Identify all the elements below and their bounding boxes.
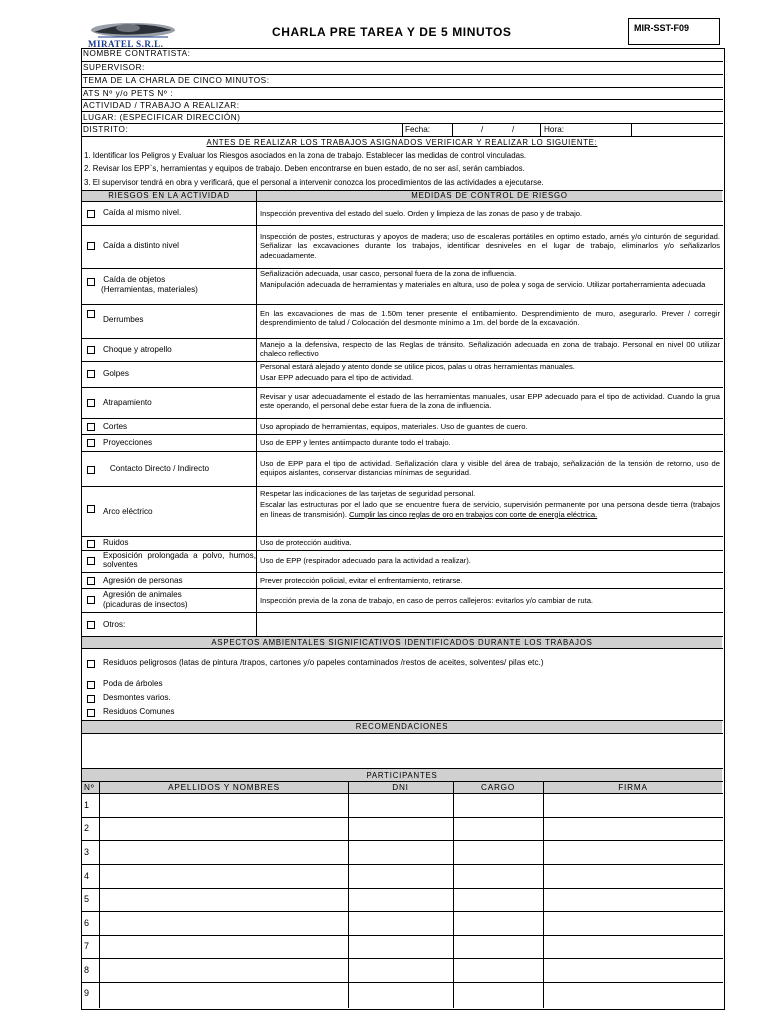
field-contratista[interactable] <box>81 48 723 60</box>
divider <box>631 124 632 136</box>
column-divider <box>543 781 544 1008</box>
environment-item: Residuos Comunes <box>103 707 175 716</box>
divider <box>81 911 723 912</box>
risk-checkbox[interactable] <box>87 278 95 286</box>
participant-number: 2 <box>84 823 90 833</box>
control-measure <box>260 489 720 519</box>
field-ats-label: ATS Nº y/o PETS Nº : <box>83 89 174 98</box>
control-text: Respetar las indicaciones de las tarjetas de seguridad personal. <box>260 489 476 498</box>
risk-label: Golpes <box>103 369 129 378</box>
divider <box>81 612 723 613</box>
document-title: CHARLA PRE TAREA Y DE 5 MINUTOS <box>272 25 512 39</box>
environment-checkbox[interactable] <box>87 660 95 668</box>
divider <box>402 124 403 136</box>
divider <box>81 636 723 637</box>
risk-checkbox[interactable] <box>87 557 95 565</box>
control-text: Uso de EPP (respirador adecuado para la actividad a realizar). <box>260 556 471 565</box>
control-measure <box>260 232 720 260</box>
control-text: Usar EPP adecuado para el tipo de actividad. <box>260 373 414 383</box>
instruction-item: 1. Identificar los Peligros y Evaluar los Riesgos asociados en la zona de trabajo. Establecer las medidas de control vinculadas. <box>84 151 527 160</box>
participant-number: 9 <box>84 988 90 998</box>
divider <box>81 486 723 487</box>
divider <box>81 958 723 959</box>
control-text: Uso de EPP y lentes antiimpacto durante todo el trabajo. <box>260 438 451 447</box>
risk-checkbox[interactable] <box>87 242 95 250</box>
divider <box>81 572 723 573</box>
control-measure <box>260 438 720 447</box>
column-divider <box>453 781 454 1008</box>
divider <box>81 338 723 339</box>
field-fecha-label: Fecha: <box>405 125 431 134</box>
divider <box>81 536 723 537</box>
risk-checkbox[interactable] <box>87 423 95 431</box>
risk-label: Exposición prolongada a polvo, humos, solventes <box>103 551 256 569</box>
divider <box>81 387 723 388</box>
company-name: MIRATEL S.R.L. <box>88 39 164 49</box>
risk-label: Arco eléctrico <box>103 507 153 516</box>
field-supervisor[interactable] <box>81 61 723 73</box>
participants-heading: PARTICIPANTES <box>366 771 438 780</box>
risk-checkbox[interactable] <box>87 399 95 407</box>
field-lugar-label: LUGAR: (ESPECIFICAR DIRECCIÓN) <box>83 113 241 122</box>
control-text: Personal estará alejado y atento donde se utilice picos, palas u otras herramientas manuales. <box>260 362 575 371</box>
field-hora-label: Hora: <box>544 125 565 134</box>
instruction-item: 2. Revisar los EPP`s, herramientas y equipos de trabajo. Deben encontrarse en buen estado, de no ser así, serán cambiados. <box>84 164 525 173</box>
risk-label: Derrumbes <box>103 315 144 324</box>
risk-label: Agresión de animales (picaduras de insectos) <box>103 590 188 609</box>
divider <box>81 451 723 452</box>
date-separator: / <box>481 125 484 134</box>
control-text: En las excavaciones de mas de 1.50m tener presente el entibamiento. Desprendimiento de muro, asegurarlo. Prever / corregir desprendimiento de talud / Colocación del desmonte mínimo a 1m. del borde de la excavación. <box>260 309 720 328</box>
environment-heading: ASPECTOS AMBIENTALES SIGNIFICATIVOS IDENTIFICADOS DURANTE LOS TRABAJOS <box>211 638 593 647</box>
control-measure <box>260 392 720 411</box>
document-code: MIR-SST-F09 <box>628 18 720 45</box>
divider <box>540 124 541 136</box>
control-text: Manejo a la defensiva, respecto de las Reglas de tránsito. Señalización adecuada en zona de trabajo. Personal en nivel 00 utilizar chaleco reflectivo <box>260 340 720 359</box>
environment-item: Desmontes varios. <box>103 693 171 702</box>
divider <box>81 648 723 649</box>
field-actividad-label: ACTIVIDAD / TRABAJO A REALIZAR: <box>83 101 240 110</box>
control-text: Uso de protección auditiva. <box>260 538 352 547</box>
control-text: Inspección previa de la zona de trabajo, en caso de perros callejeros: evitarlos y/o cambiar de ruta. <box>260 596 594 605</box>
col-numero: Nº <box>84 783 95 792</box>
risk-label: Caída de objetos (Herramientas, materiales) <box>101 275 198 294</box>
field-distrito-label: DISTRITO: <box>83 125 129 134</box>
instruction-item: 3. El supervisor tendrá en obra y verificará, que el personal a intervenir conozca los procedimientos de las actividades a ejecutarse. <box>84 178 544 187</box>
participant-number: 5 <box>84 894 90 904</box>
field-lugar[interactable] <box>81 111 723 123</box>
recommendations-heading: RECOMENDACIONES <box>355 722 449 731</box>
divider <box>81 304 723 305</box>
risk-checkbox[interactable] <box>87 346 95 354</box>
risk-checkbox[interactable] <box>87 310 95 318</box>
control-text: Prever protección policial, evitar el enfrentamiento, retirarse. <box>260 576 463 585</box>
control-measure <box>260 340 720 359</box>
environment-checkbox[interactable] <box>87 709 95 717</box>
col-cargo: CARGO <box>480 783 516 792</box>
control-text: Inspección preventiva del estado del suelo. Orden y limpieza de las zonas de paso y de trabajo. <box>260 209 583 218</box>
risk-label: Choque y atropello <box>103 345 172 354</box>
divider <box>452 124 453 136</box>
column-divider <box>348 781 349 1008</box>
control-text: Uso de EPP para el tipo de actividad. Señalización clara y visible del área de trabajo, señalización de la tensión de retorno, uso de equipos aislantes, conservar distancias mínimas de seguridad. <box>260 459 720 478</box>
divider <box>81 840 723 841</box>
participant-number: 8 <box>84 965 90 975</box>
risk-label: Otros: <box>103 620 126 629</box>
risk-label: Cortes <box>103 422 128 431</box>
field-tema-label: TEMA DE LA CHARLA DE CINCO MINUTOS: <box>83 76 270 85</box>
risk-checkbox[interactable] <box>87 439 95 447</box>
control-text: Señalización adecuada, usar casco, personal fuera de la zona de influencia. <box>260 269 517 278</box>
risk-label: Caída al mismo nivel. <box>103 208 182 217</box>
divider <box>81 935 723 936</box>
risk-checkbox[interactable] <box>87 596 95 604</box>
risk-checkbox[interactable] <box>87 370 95 378</box>
control-measure <box>260 269 720 290</box>
divider <box>81 888 723 889</box>
control-measure <box>260 576 720 585</box>
environment-item: Residuos peligrosos (latas de pintura /trapos, cartones y/o papeles contaminados /restos de aceites, solventes/ pilas etc.) <box>103 658 544 667</box>
col-firma: FIRMA <box>618 783 648 792</box>
participant-number: 3 <box>84 847 90 857</box>
control-measure <box>260 538 720 547</box>
field-distrito-row <box>81 123 723 135</box>
risk-checkbox[interactable] <box>87 505 95 513</box>
divider <box>81 720 723 721</box>
risk-label: Agresión de personas <box>103 576 183 585</box>
divider <box>81 768 723 769</box>
participant-number: 4 <box>84 871 90 881</box>
field-contratista-label: NOMBRE CONTRATISTA: <box>83 49 191 58</box>
control-text: Revisar y usar adecuadamente el estado de las herramientas manuales, usar EPP adecuado para el tipo de actividad. Cuando la grua este operando, el personal debe estar fuera de la zona de influencia. <box>260 392 720 411</box>
participant-number: 1 <box>84 800 90 810</box>
control-measure <box>260 422 720 431</box>
risk-label: Ruidos <box>103 538 129 547</box>
divider <box>81 434 723 435</box>
control-text: Uso apropiado de herramientas, equipos, materiales. Uso de guantes de cuero. <box>260 422 528 431</box>
risk-checkbox[interactable] <box>87 621 95 629</box>
participant-number: 7 <box>84 941 90 951</box>
date-separator: / <box>512 125 515 134</box>
control-measure <box>260 309 720 328</box>
control-text-underlined: Cumplir las cinco reglas de oro en trabajos con corte de energía eléctrica. <box>349 509 598 519</box>
divider <box>81 817 723 818</box>
column-divider <box>256 190 257 636</box>
risk-label: Atrapamiento <box>103 398 152 407</box>
recommendations-field[interactable] <box>82 734 722 768</box>
divider <box>81 588 723 589</box>
environment-item: Poda de árboles <box>103 679 163 688</box>
control-measure <box>260 556 720 565</box>
divider <box>81 781 723 782</box>
divider <box>81 225 723 226</box>
divider <box>81 793 723 794</box>
divider <box>81 418 723 419</box>
field-actividad[interactable] <box>81 99 723 111</box>
field-supervisor-label: SUPERVISOR: <box>83 63 145 72</box>
field-tema[interactable] <box>81 74 723 86</box>
environment-checkbox[interactable] <box>87 681 95 689</box>
col-medidas: MEDIDAS DE CONTROL DE RIESGO <box>411 191 568 200</box>
risk-label: Contacto Directo / Indirecto <box>103 464 210 473</box>
risk-label: Caída a distinto nivel <box>103 241 180 250</box>
col-dni: DNI <box>392 783 409 792</box>
control-text: Inspección de postes, estructuras y apoyos de madera; uso de escaleras portátiles en optimo estado, arnés y/o cinturón de seguridad. Señalizar las excavaciones durante los trabajos, identificar desniveles en el lugar de trabajo, eliminarlos y/o señalizarlos adecuadamente. <box>260 232 720 260</box>
control-measure <box>260 209 720 218</box>
risk-checkbox[interactable] <box>87 210 95 218</box>
control-measure <box>260 459 720 478</box>
divider <box>81 864 723 865</box>
col-apellidos-nombres: APELLIDOS Y NOMBRES <box>168 783 280 792</box>
field-ats[interactable] <box>81 87 723 99</box>
col-riesgos: RIESGOS EN LA ACTIVIDAD <box>108 191 230 200</box>
risk-label: Proyecciones <box>103 438 153 447</box>
instructions-heading: ANTES DE REALIZAR LOS TRABAJOS ASIGNADOS VERIFICAR Y REALIZAR LO SIGUIENTE: <box>206 138 598 147</box>
risk-checkbox[interactable] <box>87 466 95 474</box>
control-text: Escalar las estructuras por el lado que se encuentre fuera de servicio, supervisión permanente por una persona desde tierra (trabajos en líneas de transmisión). <box>260 500 720 519</box>
control-text: Manipulación adecuada de herramientas y materiales en altura, uso de polea y soga de servicio. Utilizar portaherramienta adecuada <box>260 280 706 290</box>
participant-number: 6 <box>84 918 90 928</box>
control-measure <box>260 596 720 605</box>
risk-checkbox[interactable] <box>87 540 95 548</box>
column-divider <box>99 781 100 1008</box>
risk-checkbox[interactable] <box>87 577 95 585</box>
divider <box>81 201 723 202</box>
environment-checkbox[interactable] <box>87 695 95 703</box>
divider <box>81 982 723 983</box>
control-measure <box>260 362 720 383</box>
